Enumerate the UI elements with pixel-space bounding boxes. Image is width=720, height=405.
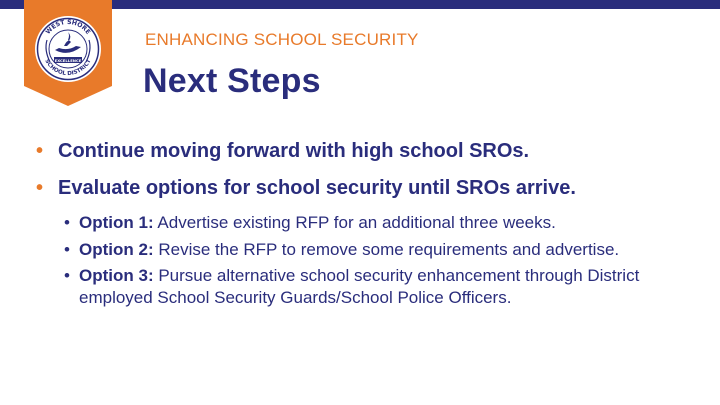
main-bullet-list	[36, 138, 696, 212]
option-text: Revise the RFP to remove some requirements and advertise.	[158, 239, 620, 259]
logo-ribbon-text: EXCELLENCE	[54, 57, 82, 63]
main-bullet-text: Evaluate options for school security until SROs arrive.	[58, 177, 576, 199]
sub-bullet-dot-icon: •	[64, 239, 70, 259]
option-bullet-list	[64, 212, 674, 313]
main-bullet-item	[36, 175, 696, 201]
bullet-dot-icon: •	[36, 177, 44, 199]
option-item	[64, 265, 674, 308]
option-text: Advertise existing RFP for an additional three weeks.	[157, 213, 556, 232]
option-item	[64, 239, 674, 261]
sub-bullet-dot-icon: •	[64, 213, 70, 232]
option-text: Pursue alternative school security enhancement through District employed School Security Guards/School Police Officers.	[79, 266, 640, 307]
main-bullet-item	[36, 138, 696, 164]
logo-seal-icon	[24, 0, 112, 108]
bullet-dot-icon: •	[36, 140, 44, 162]
option-label: Option 1:	[79, 213, 154, 232]
option-item	[64, 212, 674, 234]
district-logo	[24, 0, 112, 108]
option-label: Option 2:	[79, 239, 154, 259]
logo-bottom-text: SCHOOL DISTRICT	[43, 58, 93, 78]
option-label: Option 3:	[79, 266, 154, 285]
logo-top-text: WEST SHORE	[44, 18, 92, 36]
slide-title: Next Steps	[143, 62, 321, 100]
section-subtitle: ENHANCING SCHOOL SECURITY	[145, 30, 419, 49]
sub-bullet-dot-icon: •	[64, 266, 70, 285]
main-bullet-text: Continue moving forward with high school SROs.	[58, 140, 530, 162]
